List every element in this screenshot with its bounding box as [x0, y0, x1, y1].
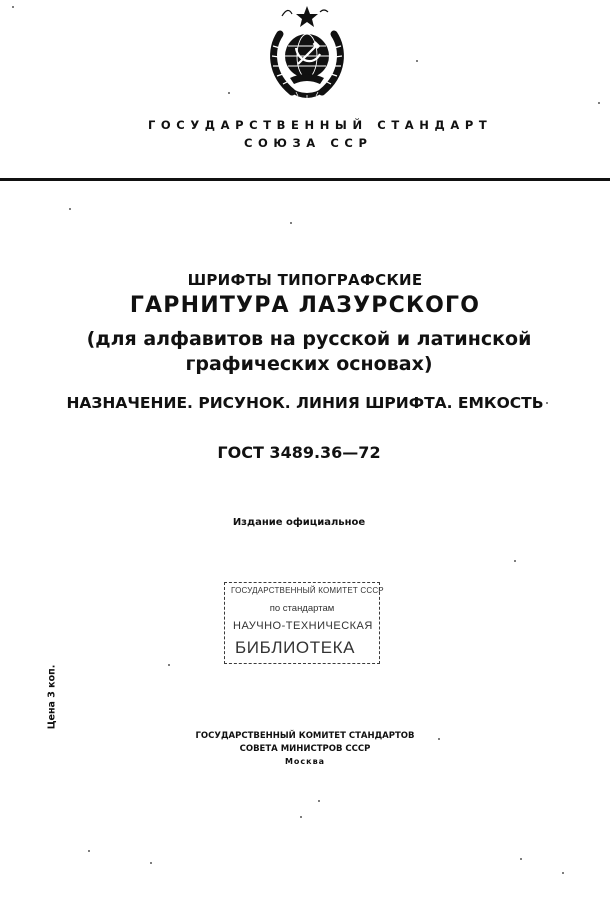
scan-speck: [88, 850, 90, 852]
stamp-line3: НАУЧНО-ТЕХНИЧЕСКАЯ: [233, 620, 373, 632]
document-purpose: НАЗНАЧЕНИЕ. РИСУНОК. ЛИНИЯ ШРИФТА. ЕМКОСТЬ: [66, 394, 544, 412]
scan-speck: [318, 800, 320, 802]
document-kicker: ШРИФТЫ ТИПОГРАФСКИЕ: [187, 271, 423, 289]
library-stamp: [224, 582, 384, 664]
scan-speck: [290, 222, 292, 224]
document-title: ГАРНИТУРА ЛАЗУРСКОГО: [129, 293, 481, 318]
ussr-state-emblem-icon: [262, 4, 352, 104]
price-label: Цена 3 коп.: [46, 664, 58, 730]
scan-speck: [150, 862, 152, 864]
header-divider: [0, 178, 610, 181]
scan-speck: [514, 560, 516, 562]
scan-speck: [12, 6, 14, 8]
scan-speck: [546, 402, 548, 404]
scan-speck: [168, 664, 170, 666]
publisher-line2: СОВЕТА МИНИСТРОВ СССР: [239, 744, 371, 754]
stamp-line1: ГОСУДАРСТВЕННЫЙ КОМИТЕТ СССР: [231, 586, 384, 595]
scan-speck: [416, 60, 418, 62]
header-ussr: СОЮЗА ССР: [244, 136, 373, 150]
stamp-line2: по стандартам: [269, 603, 335, 614]
publisher-line1: ГОСУДАРСТВЕННЫЙ КОМИТЕТ СТАНДАРТОВ: [195, 731, 415, 741]
scan-speck: [520, 858, 522, 860]
edition-label: Издание официальное: [232, 517, 366, 528]
scan-speck: [228, 92, 230, 94]
stamp-line4: БИБЛИОТЕКА: [235, 638, 356, 657]
publisher-city: Москва: [284, 757, 326, 766]
scan-speck: [438, 738, 440, 740]
header-state-standard: ГОСУДАРСТВЕННЫЙ СТАНДАРТ: [148, 118, 493, 132]
document-subtitle-line2: графических основах): [185, 353, 433, 375]
scan-speck: [598, 102, 600, 104]
document-subtitle-line1: (для алфавитов на русской и латинской: [86, 328, 532, 350]
scan-speck: [562, 872, 564, 874]
standard-number: ГОСТ 3489.36—72: [217, 443, 381, 462]
scan-speck: [69, 208, 71, 210]
scan-speck: [300, 816, 302, 818]
